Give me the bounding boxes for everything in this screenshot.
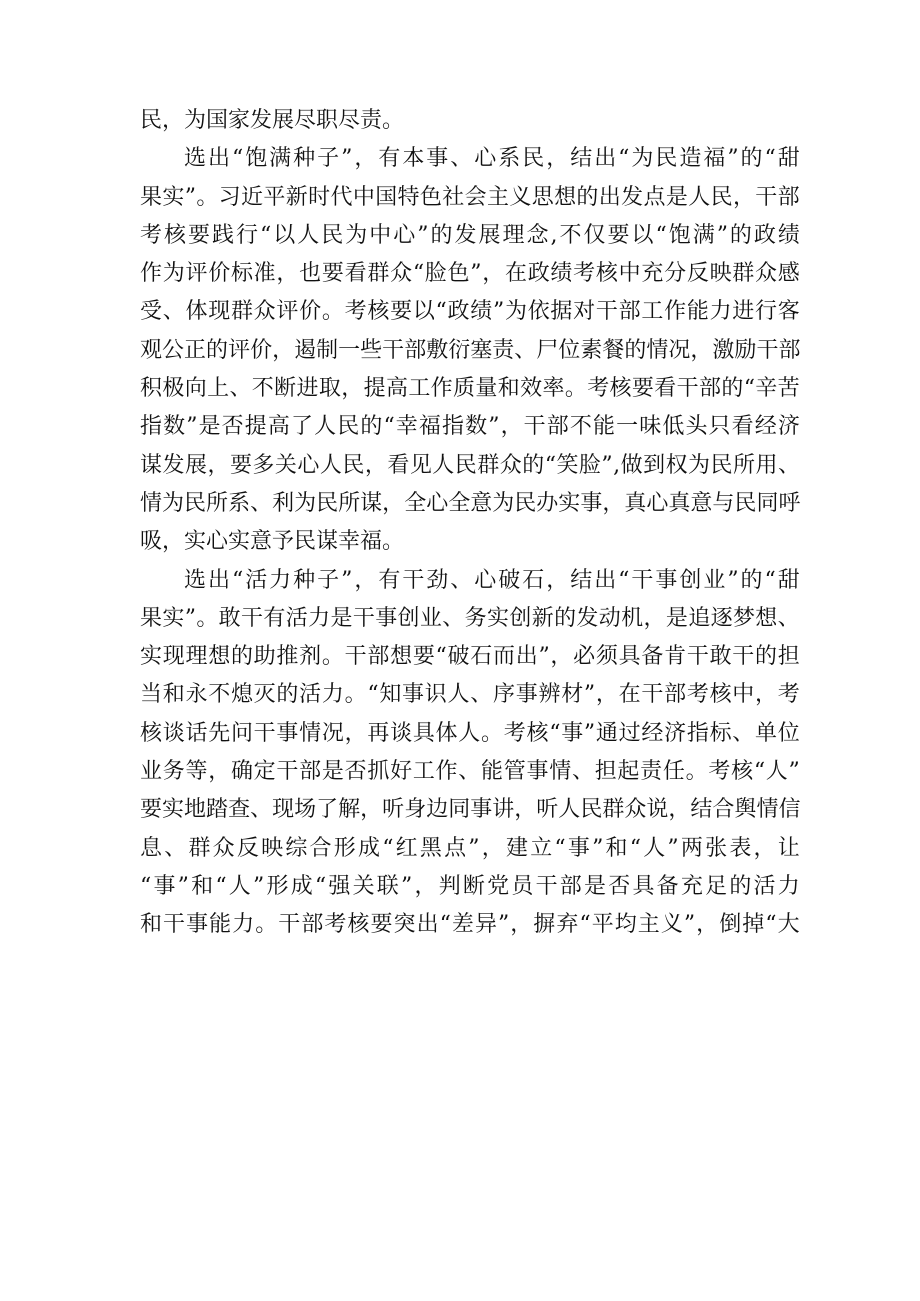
- text-line: 情 为 民 所 系 、 利 为 民 所 谋 ， 全 心 全 意 为 民 办 实 事 ， 真 心 真 意 与 民 同 呼: [140, 490, 801, 516]
- text-line: 受 、 体 现 群 众 评 价 。 考 核 要 以 “ 政 绩 ” 为 依 据 对 干 部 工 作 能 力 进 行 客: [140, 299, 800, 325]
- text-line: 指 数 ” 是 否 提 高 了 人 民 的 “ 幸 福 指 数 ” ， 干 部 不 能 一 味 低 头 只 看 经 济: [140, 414, 800, 440]
- text-line: 积 极 向 上 、 不 断 进 取 ， 提 高 工 作 质 量 和 效 率 。 考 核 要 看 干 部 的 “ 辛 苦: [140, 376, 800, 402]
- text-line: 业 务 等 ， 确 定 干 部 是 否 抓 好 工 作 、 能 管 事 情 、 担 起 责 任 。 考 核 “ 人 ”: [140, 759, 800, 785]
- text-line: 实 现 理 想 的 助 推 剂 。 干 部 想 要 “ 破 石 而 出 ” ， 必 须 具 备 肯 干 敢 干 的 担: [140, 644, 800, 670]
- text-line: 民，为国家发展尽职尽责。: [140, 108, 405, 133]
- text-line: 考 核 要 践 行 “ 以 人 民 为 中 心 ” 的 发 展 理 念 , 不 仅 要 以 “ 饱 满 ” 的 政 绩: [140, 222, 800, 248]
- paragraph-last-line: 吸，实心实意予民谋幸福。: [140, 529, 405, 555]
- text-line: 核 谈 话 先 问 干 事 情 况 ， 再 谈 具 体 人 。 考 核 “ 事 ” 通 过 经 济 指 标 、 单 位: [140, 720, 800, 746]
- text-line: 果 实 ” 。 敢 干 有 活 力 是 干 事 创 业 、 务 实 创 新 的 发 动 机 ， 是 追 逐 梦 想 、: [140, 605, 800, 631]
- paragraph-first-line: 选 出 “ 活 力 种 子 ” ， 有 干 劲 、 心 破 石 ， 结 出 “ 干 事 创 业 ” 的 “ 甜: [184, 567, 800, 593]
- text-line: 果 实 ” 。 习 近 平 新 时 代 中 国 特 色 社 会 主 义 思 想 的 出 发 点 是 人 民 ， 干 部: [140, 184, 800, 210]
- text-line: 谋 发 展 ， 要 多 关 心 人 民 ， 看 见 人 民 群 众 的 “ 笑 脸 ” , 做 到 权 为 民 所 用 、: [140, 452, 800, 478]
- text-line: 要 实 地 踏 查 、 现 场 了 解 ， 听 身 边 同 事 讲 ， 听 人 民 群 众 说 ， 结 合 舆 情 信: [140, 797, 801, 823]
- text-line: 息 、 群 众 反 映 综 合 形 成 “ 红 黑 点 ” ， 建 立 “ 事 ” 和 “ 人 ” 两 张 表 ， 让: [140, 835, 800, 861]
- paragraph-first-line: 选 出 “ 饱 满 种 子 ” ， 有 本 事 、 心 系 民 ， 结 出 “ 为 民 造 福 ” 的 “ 甜: [184, 146, 800, 172]
- text-line: 当 和 永 不 熄 灭 的 活 力 。 “ 知 事 识 人 、 序 事 辨 材 ” ， 在 干 部 考 核 中 ， 考: [140, 682, 800, 708]
- document-body: [140, 108, 800, 951]
- text-line: “ 事 ” 和 “ 人 ” 形 成 “ 强 关 联 ” ， 判 断 党 员 干 部 是 否 具 备 充 足 的 活 力: [140, 873, 800, 899]
- text-line: 和 干 事 能 力 。 干 部 考 核 要 突 出 “ 差 异 ” ， 摒 弃 “ 平 均 主 义 ” ， 倒 掉 “ 大: [140, 912, 800, 938]
- text-line: 观 公 正 的 评 价 ， 遏 制 一 些 干 部 敷 衍 塞 责 、 尸 位 素 餐 的 情 况 ， 激 励 干 部: [140, 337, 801, 363]
- text-line: 作 为 评 价 标 准 ， 也 要 看 群 众 “ 脸 色 ” ， 在 政 绩 考 核 中 充 分 反 映 群 众 感: [140, 261, 800, 287]
